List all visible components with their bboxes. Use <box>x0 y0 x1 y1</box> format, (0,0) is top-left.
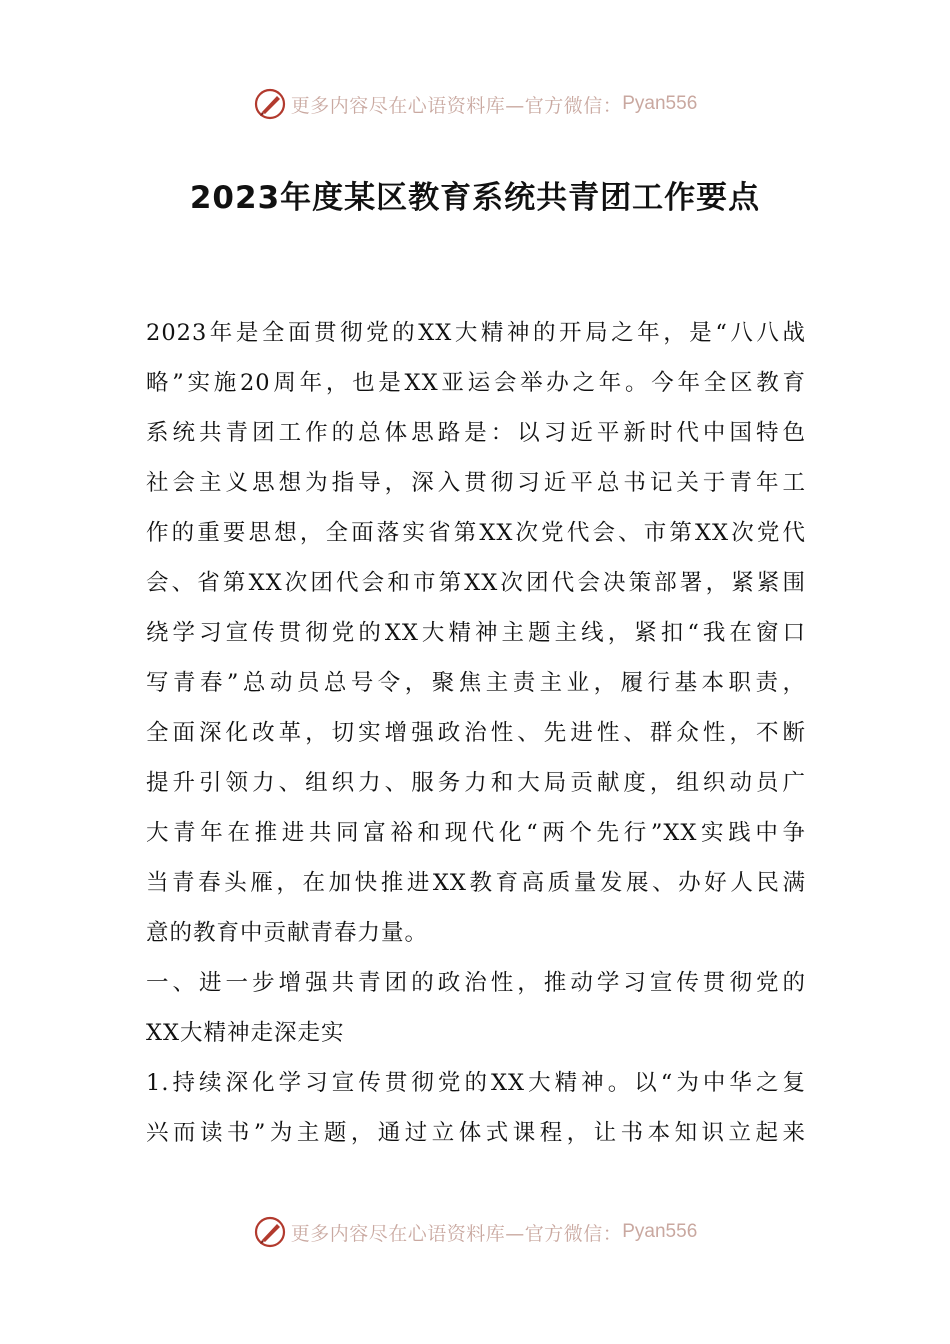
text-line: 当青春头雁，在加快推进XX教育高质量发展、办好人民满 <box>146 870 806 896</box>
text-line: 意的教育中贡献青春力量。 <box>146 920 429 946</box>
footer-watermark <box>0 1212 950 1252</box>
pen-logo-icon <box>253 87 287 121</box>
text-line: 全面深化改革，切实增强政治性、先进性、群众性，不断 <box>146 720 806 746</box>
text-line: 社会主义思想为指导，深入贯彻习近平总书记关于青年工 <box>146 470 806 496</box>
text-line: 写青春”总动员总号令，聚焦主责主业，履行基本职责， <box>146 670 806 696</box>
text-line: 作的重要思想，全面落实省第XX次党代会、市第XX次党代 <box>146 520 806 546</box>
text-line: 2023年是全面贯彻党的XX大精神的开局之年，是“八八战 <box>146 320 806 346</box>
text-line: 略”实施20周年，也是XX亚运会举办之年。今年全区教育 <box>146 370 806 396</box>
section-heading-line: XX大精神走深走实 <box>146 1020 345 1046</box>
text-line: 会、省第XX次团代会和市第XX次团代会决策部署，紧紧围 <box>146 570 806 596</box>
text-line: 兴而读书”为主题，通过立体式课程，让书本知识立起来 <box>146 1120 806 1146</box>
watermark-text: 更多内容尽在心语资料库—官方微信： <box>290 1222 623 1245</box>
header-watermark <box>0 84 950 124</box>
text-line: 大青年在推进共同富裕和现代化“两个先行”XX实践中争 <box>146 820 806 846</box>
text-line: 1.持续深化学习宣传贯彻党的XX大精神。以“为中华之复 <box>146 1070 806 1096</box>
text-line: 绕学习宣传贯彻党的XX大精神主题主线，紧扣“我在窗口 <box>146 620 806 646</box>
text-line: 系统共青团工作的总体思路是：以习近平新时代中国特色 <box>146 420 806 446</box>
section-heading-line: 一、进一步增强共青团的政治性，推动学习宣传贯彻党的 <box>146 970 806 996</box>
document-body <box>146 308 806 1158</box>
pen-logo-icon <box>253 1215 287 1249</box>
watermark-text: 更多内容尽在心语资料库—官方微信： <box>290 94 623 117</box>
watermark-code: Pyan556 <box>622 1221 698 1242</box>
document-title: 2023年度某区教育系统共青团工作要点 <box>189 180 761 216</box>
watermark-code: Pyan556 <box>622 93 698 114</box>
text-line: 提升引领力、组织力、服务力和大局贡献度，组织动员广 <box>146 770 806 796</box>
